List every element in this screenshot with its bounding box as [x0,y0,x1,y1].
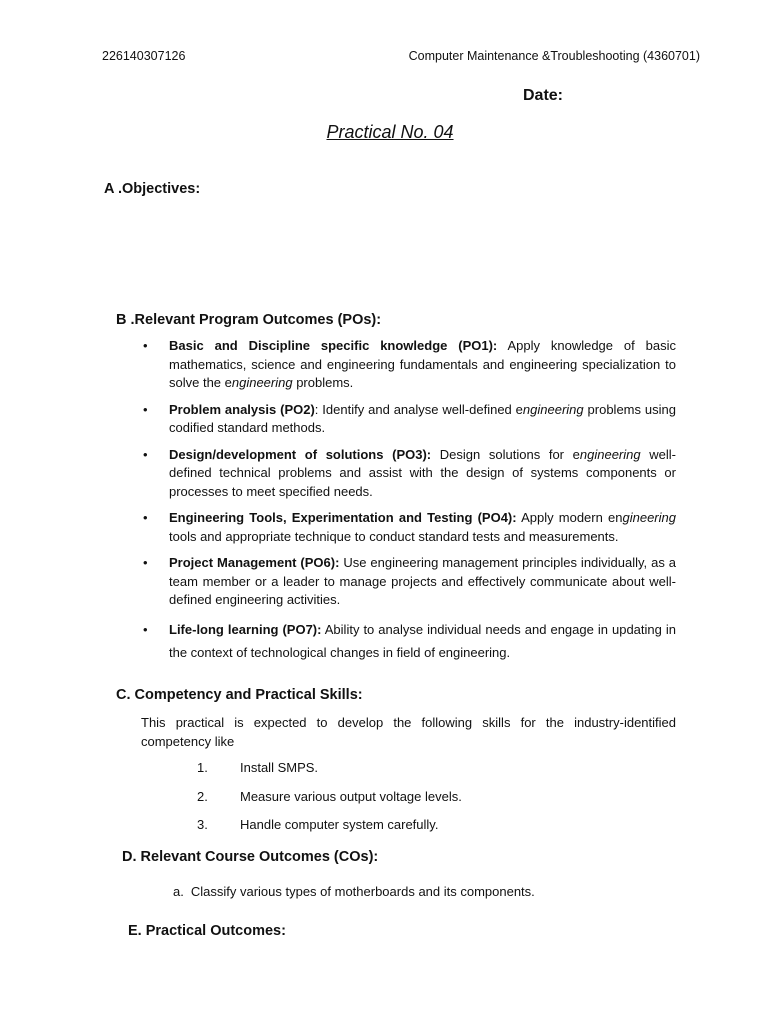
section-a-heading: A .Objectives: [104,181,201,197]
skills-list [197,760,462,846]
po-term: Problem analysis (PO2) [169,401,315,417]
bullet-icon: • [143,338,148,353]
list-item [141,618,676,664]
po-term: Basic and Discipline specific knowledge (PO1): [169,338,498,353]
list-number: 1. [197,760,208,775]
section-c-heading: C. Competency and Practical Skills: [116,687,363,703]
po-text: Design solutions for e [431,446,580,462]
po-term: Engineering Tools, Experimentation and Testing (PO4): [169,510,517,525]
list-number: 2. [197,788,208,804]
bullet-icon: • [143,401,148,417]
po-emphasis: ngineering [522,401,584,417]
bullet-icon: • [143,510,148,525]
po-text: Apply knowledge of basic mathematics, science and engineering fundamentals and engineering specialization to solve the e [169,338,676,390]
list-item [141,554,676,610]
bullet-icon: • [143,446,148,462]
list-item [141,509,676,546]
po-term: Project Management (PO6): [169,555,340,570]
list-item [197,789,462,818]
section-b-heading: B .Relevant Program Outcomes (POs): [116,312,382,328]
po-text: Ability to analyse individual needs and engage in updating in the context of technological changes in field of engineering. [169,621,676,660]
course-outcome-text: Classify various types of motherboards and its components. [190,884,535,899]
po-text-end: problems. [292,375,354,390]
header-course-title: Computer Maintenance &Troubleshooting (4360701) [408,49,700,63]
list-item [141,446,676,502]
page-title: Practical No. 04 [326,122,454,142]
po-text: Use engineering management principles individually, as a team member or a leader to manage projects and effectively communicate about well-defined engineering activities. [169,555,676,607]
bullet-icon: • [143,621,148,637]
section-d-heading: D. Relevant Course Outcomes (COs): [122,849,379,865]
program-outcomes-list [141,337,676,672]
po-emphasis: gineering [622,510,676,525]
po-term: Design/development of solutions (PO3): [169,446,432,462]
po-text-end: well-defined technical problems and assist with the design of systems components or processes to meet specified needs. [169,446,676,499]
po-text: Apply modern en [516,510,623,525]
skill-text: Install SMPS. [240,760,319,775]
list-item [141,401,676,438]
bullet-icon: • [143,555,148,570]
date-label: Date: [523,87,564,104]
po-term: Life-long learning (PO7): [169,621,322,637]
list-item [141,337,676,393]
course-outcome-item [173,884,535,899]
po-emphasis: ngineering [579,446,641,462]
competency-intro: This practical is expected to develop the following skills for the industry-identified competency like [141,715,676,749]
skill-text: Measure various output voltage levels. [240,788,462,804]
skill-text: Handle computer system carefully. [240,817,439,832]
po-text: : Identify and analyse well-defined e [314,401,523,417]
po-text-end: tools and appropriate technique to conduct standard tests and measurements. [169,528,619,544]
list-item [197,817,462,846]
list-number: 3. [197,817,208,832]
section-e-heading: E. Practical Outcomes: [128,923,286,939]
list-item [197,760,462,789]
header-roll-number: 226140307126 [102,49,186,63]
po-emphasis: ngineering [231,375,293,390]
po-text-end: problems using codified standard methods. [169,401,676,435]
list-letter: a. [173,884,184,899]
